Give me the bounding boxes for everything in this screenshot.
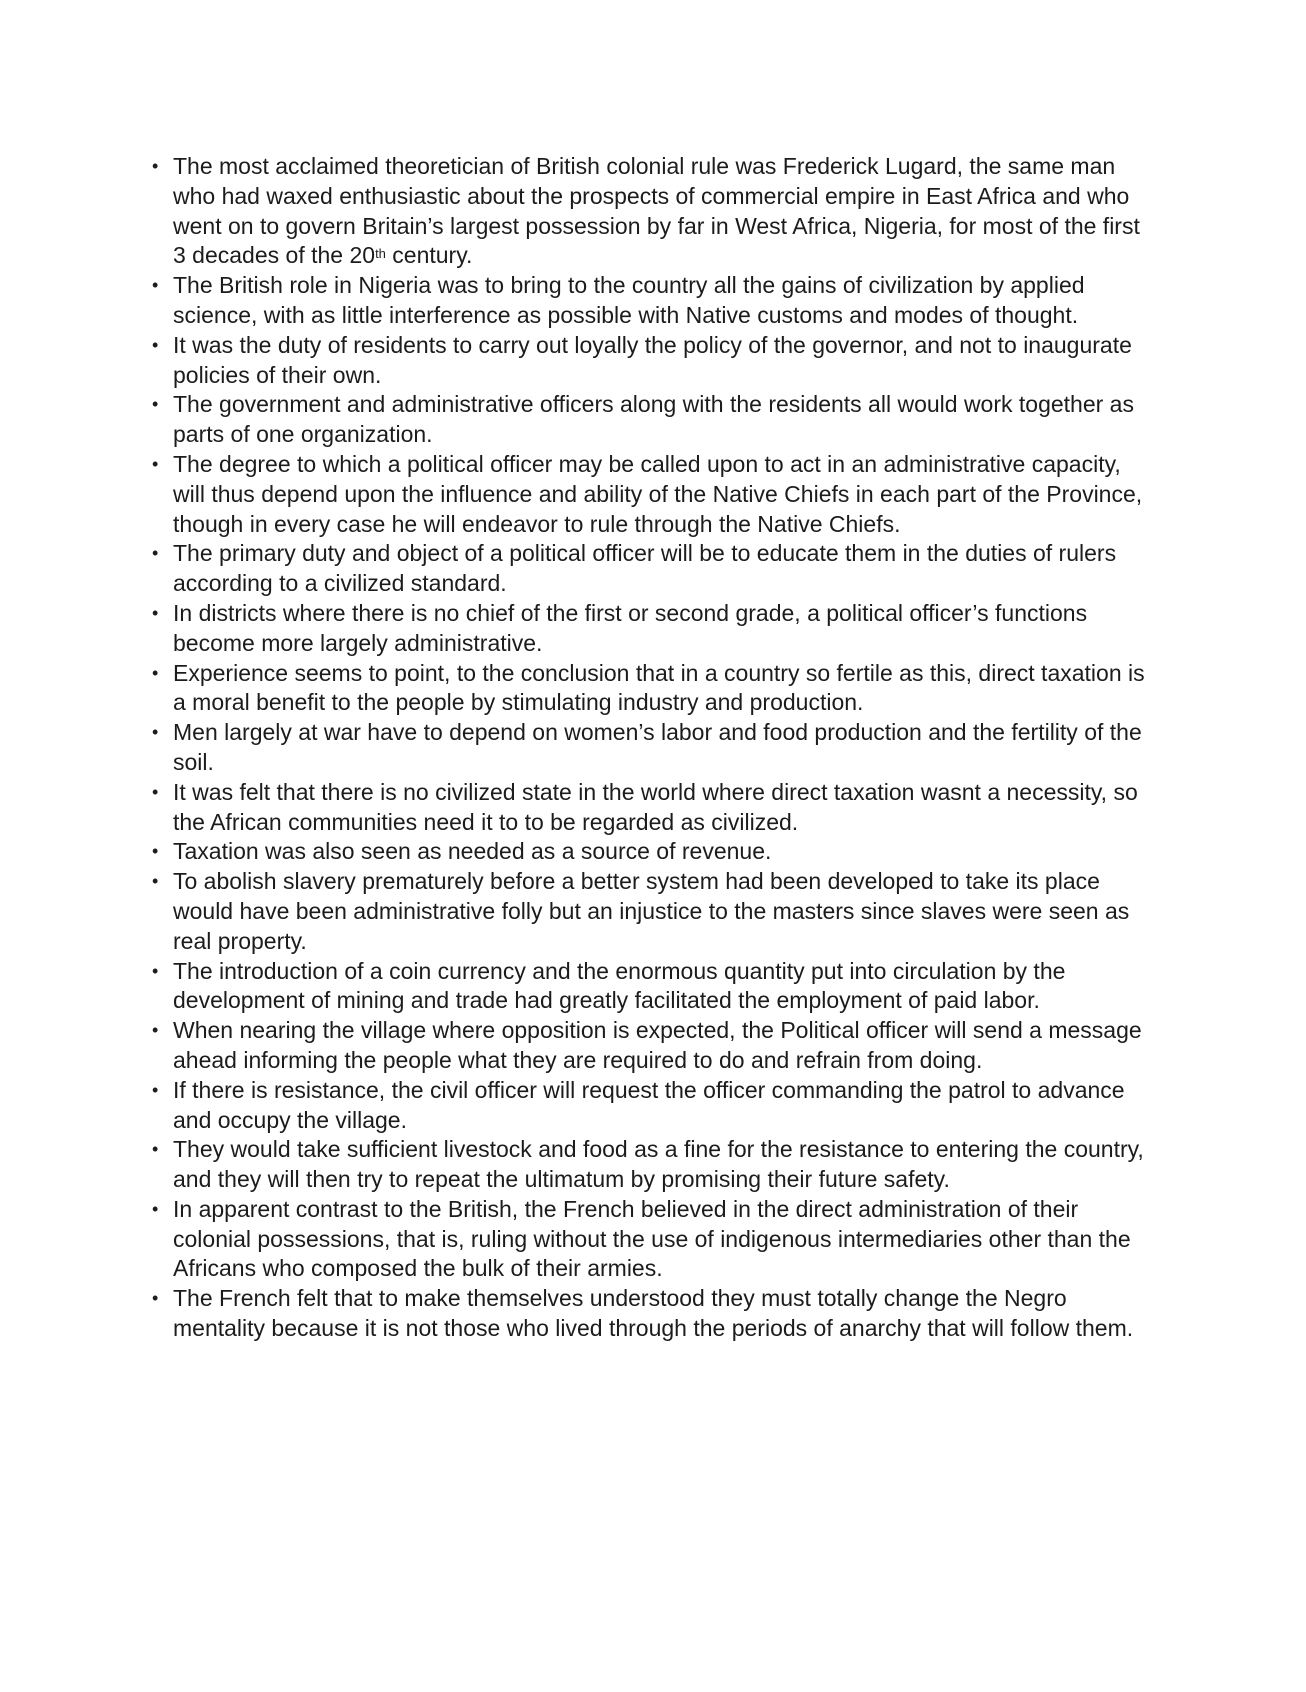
list-item [152, 1076, 1152, 1136]
bullet-icon: • [152, 1139, 159, 1160]
list-item-text: The primary duty and object of a political officer will be to educate them in the duties of rulers according to a civilized standard. [173, 540, 1117, 597]
bullet-icon: • [152, 543, 159, 564]
list-item [152, 599, 1152, 659]
list-item-text: Experience seems to point, to the conclusion that in a country so fertile as this, direct taxation is a moral benefit to the people by stimulating industry and production. [173, 659, 1145, 716]
list-item [152, 539, 1152, 599]
list-item-text: It was felt that there is no civilized state in the world where direct taxation wasnt a necessity, so the African communities need it to to be regarded as civilized. [173, 778, 1138, 835]
bullet-icon: • [152, 394, 159, 415]
list-item-text: The introduction of a coin currency and the enormous quantity put into circulation by the development of mining and trade had greatly facilitated the employment of paid labor. [173, 957, 1066, 1014]
bullet-icon: • [152, 871, 159, 892]
bullet-icon: • [152, 841, 159, 862]
list-item [152, 1135, 1152, 1195]
bullet-icon: • [152, 1020, 159, 1041]
list-item-text: In apparent contrast to the British, the French believed in the direct administration of their colonial possessions, that is, ruling without the use of indigenous intermediaries other than the Africans who composed the bulk of their armies. [173, 1195, 1131, 1282]
list-item-text [173, 152, 1152, 271]
list-item-text: To abolish slavery prematurely before a better system had been developed to take its place would have been administrative folly but an injustice to the masters since slaves were seen as real property. [173, 868, 1130, 954]
superscript: th [375, 246, 386, 262]
bullet-icon: • [152, 960, 159, 981]
bullet-icon: • [152, 453, 159, 474]
bullet-icon: • [152, 334, 159, 355]
list-item-text: In districts where there is no chief of the first or second grade, a political officer’s functions become more largely administrative. [173, 599, 1088, 656]
list-item [152, 1284, 1152, 1344]
list-item-text: The degree to which a political officer may be called upon to act in an administrative capacity, will thus depend upon the influence and ability of the Native Chiefs in each part of the Province, though in every case he will endeavor to rule through the Native Chiefs. [173, 450, 1143, 537]
list-item [152, 271, 1152, 331]
bullet-icon: • [152, 722, 159, 743]
bullet-icon: • [152, 662, 159, 683]
list-item-text: If there is resistance, the civil officer will request the officer commanding the patrol to advance and occupy the village. [173, 1076, 1125, 1133]
list-item [152, 331, 1152, 391]
list-item-text: Men largely at war have to depend on women’s labor and food production and the fertility of the soil. [173, 719, 1142, 775]
bullet-icon: • [152, 1288, 159, 1309]
list-item [152, 867, 1152, 956]
bullet-icon: • [152, 275, 159, 296]
bullet-list [152, 152, 1152, 1344]
list-item-text: The French felt that to make themselves understood they must totally change the Negro mentality because it is not those who lived through the periods of anarchy that will follow them. [173, 1285, 1134, 1342]
bullet-icon: • [152, 602, 159, 623]
list-item-text: Taxation was also seen as needed as a source of revenue. [173, 838, 772, 865]
bullet-icon: • [152, 1198, 159, 1219]
bullet-icon: • [152, 1079, 159, 1100]
list-item [152, 390, 1152, 450]
list-item-text-tail: century. [385, 242, 473, 269]
list-item [152, 1016, 1152, 1076]
list-item-text: They would take sufficient livestock and food as a fine for the resistance to entering the country, and they will then try to repeat the ultimatum by promising their future safety. [173, 1136, 1144, 1193]
list-item [152, 957, 1152, 1017]
list-item [152, 152, 1152, 271]
list-item [152, 778, 1152, 838]
bullet-icon: • [152, 156, 159, 176]
list-item-text: The British role in Nigeria was to bring to the country all the gains of civilization by applied science, with as little interference as possible with Native customs and modes of thought. [173, 272, 1085, 328]
list-item [152, 718, 1152, 778]
list-item [152, 837, 1152, 867]
list-item-text: It was the duty of residents to carry out loyally the policy of the governor, and not to inaugurate policies of their own. [173, 331, 1132, 388]
list-item [152, 1195, 1152, 1284]
list-item-text: When nearing the village where opposition is expected, the Political officer will send a message ahead informing the people what they are required to do and refrain from doing. [173, 1017, 1142, 1073]
list-item [152, 659, 1152, 719]
list-item [152, 450, 1152, 539]
list-item-text: The government and administrative officers along with the residents all would work together as parts of one organization. [173, 391, 1134, 448]
list-item-text-main: The most acclaimed theoretician of British colonial rule was Frederick Lugard, the same man who had waxed enthusiastic about the prospects of commercial empire in East Africa and who went on to govern Britain’s largest possession by far in West Africa, Nigeria, for most of the first 3 decades of the 20 [173, 153, 1140, 269]
bullet-icon: • [152, 781, 159, 802]
